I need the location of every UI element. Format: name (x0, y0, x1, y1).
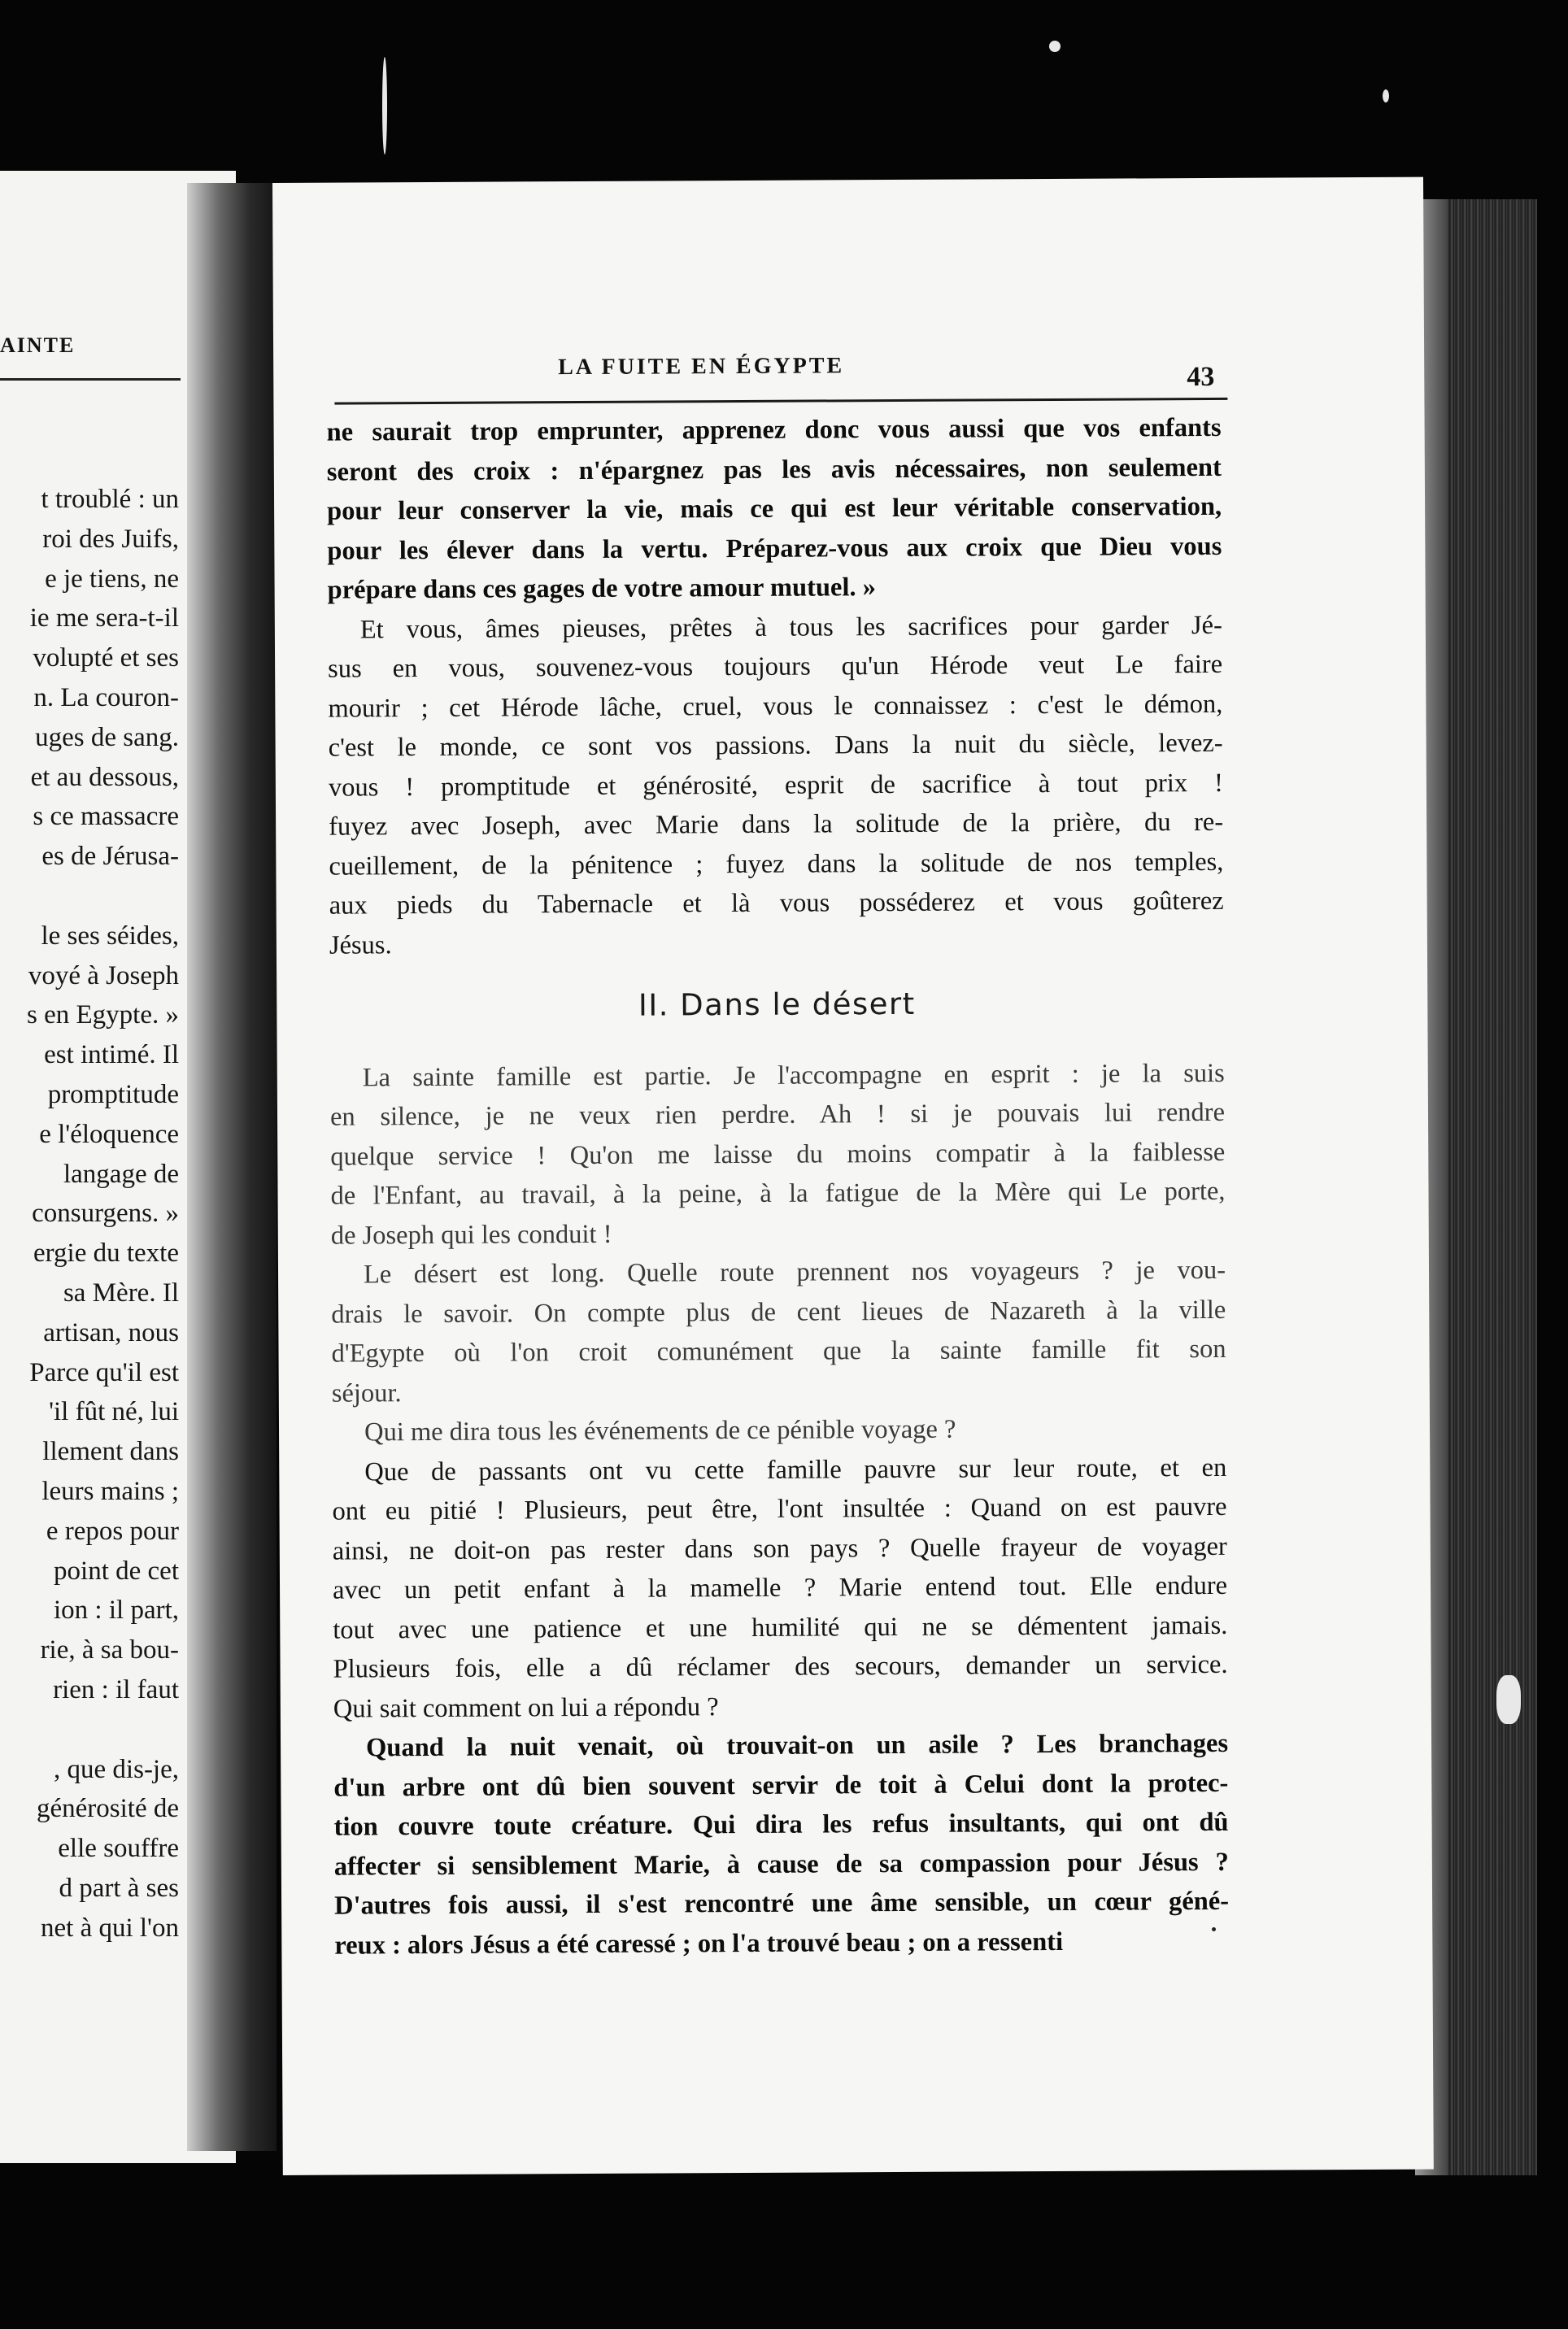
text-line: prépare dans ces gages de votre amour mutuel. » (327, 572, 877, 605)
text-line: aux pieds du Tabernacle et là vous posséderez et vous goûterez (329, 886, 1224, 921)
text-line: mourir ; cet Hérode lâche, cruel, vous le connaissez : c'est le démon, (328, 689, 1223, 724)
left-page-line: es de Jérusa- (41, 842, 179, 872)
text-line: Qui sait comment on lui a répondu ? (333, 1691, 719, 1724)
left-page-line: , que dis-je, (54, 1754, 179, 1784)
paragraph-5 (332, 1408, 1226, 1452)
left-page-header-rule (0, 378, 181, 381)
paragraph-3 (330, 1053, 1226, 1255)
running-title: LA FUITE EN ÉGYPTE (558, 353, 845, 381)
left-page-line: ie me sera-t-il (29, 603, 179, 633)
left-page-line: e je tiens, ne (45, 564, 179, 594)
book-gutter (187, 183, 277, 2151)
paragraph-2 (328, 605, 1224, 964)
left-page-line: rie, à sa bou- (40, 1635, 179, 1665)
text-line: pour leur conserver la vie, mais ce qui est leur véritable conservation, (327, 491, 1222, 526)
text-line: cueillement, de la pénitence ; fuyez dans la solitude de nos temples, (329, 847, 1224, 882)
text-line: D'autres fois aussi, il s'est rencontré une âme sensible, un cœur géné- (333, 1886, 1230, 1921)
text-line: reux : alors Jésus a été caressé ; on l'a trouvé beau ; on a ressenti (334, 1926, 1064, 1961)
scan-dust (1496, 1675, 1521, 1724)
left-page-line: elle souffre (58, 1834, 179, 1864)
left-page-blank-line (0, 1710, 179, 1750)
text-line: tout avec une patience et une humilité qui ne se démentent jamais. (333, 1610, 1228, 1645)
left-page-line: n. La couron- (33, 682, 179, 712)
section-heading: II. Dans le désert (638, 986, 916, 1023)
left-page-line: voyé à Joseph (28, 960, 179, 990)
page-number: 43 (1187, 361, 1215, 393)
paragraph-7 (333, 1724, 1230, 1966)
text-line: quelque service ! Qu'on me laisse du moins compatir à la faiblesse (330, 1137, 1226, 1172)
left-page-line: point de cet (54, 1556, 179, 1586)
left-page-line: ion : il part, (54, 1595, 179, 1626)
text-line: Que de passants ont vu cette famille pauvre sur leur route, et en (364, 1452, 1227, 1487)
text-line: tion couvre toute créature. Qui dira les refus insultants, qui ont dû (333, 1807, 1229, 1842)
text-line: séjour. (331, 1378, 402, 1408)
text-line: La sainte famille est partie. Je l'accompagne en esprit : je la suis (362, 1058, 1225, 1092)
left-page-blank-line (0, 877, 179, 916)
left-page-line: le ses séides, (41, 921, 179, 951)
left-page-line: e l'éloquence (39, 1119, 179, 1149)
left-page-line: rien : il faut (53, 1674, 179, 1704)
left-page-line: s ce massacre (33, 802, 179, 832)
left-page-line: e repos pour (46, 1516, 179, 1546)
left-page-line: d part à ses (59, 1873, 179, 1903)
text-line: Le désert est long. Quelle route prennent nos voyageurs ? je vou- (363, 1255, 1226, 1290)
text-line: pour les élever dans la vertu. Préparez-vous aux croix que Dieu vous (327, 531, 1222, 566)
left-page-line: consurgens. » (32, 1199, 179, 1229)
paragraph-1 (326, 408, 1222, 610)
header-rule (334, 398, 1227, 405)
main-page (272, 177, 1434, 2175)
left-page-line: est intimé. Il (44, 1040, 179, 1070)
left-page-line: générosité de (36, 1794, 179, 1824)
left-page-line: langage de (63, 1159, 179, 1189)
text-line: de Joseph qui les conduit ! (330, 1219, 612, 1251)
text-line: vous ! promptitude et générosité, esprit de sacrifice à tout prix ! (328, 768, 1223, 803)
text-line: avec un petit enfant à la mamelle ? Marie entend tout. Elle endure (332, 1570, 1228, 1605)
text-line: ainsi, ne doit-on pas rester dans son pays ? Quelle frayeur de voyager (332, 1531, 1227, 1566)
left-page-line: ergie du texte (33, 1239, 179, 1269)
text-line: affecter si sensiblement Marie, à cause de sa compassion pour Jésus ? (333, 1847, 1229, 1882)
left-page-line: artisan, nous (43, 1317, 179, 1347)
text-line: Qui me dira tous les événements de ce pénible voyage ? (364, 1414, 956, 1447)
scan-dust (1049, 41, 1061, 52)
text-line: Et vous, âmes pieuses, prêtes à tous les sacrifices pour garder Jé- (359, 610, 1222, 644)
text-line: Jésus. (329, 929, 392, 960)
text-line: d'Egypte où l'on croit comunément que la sainte famille fit son (331, 1334, 1226, 1369)
left-page-line: sa Mère. Il (63, 1278, 179, 1308)
left-page-line: volupté et ses (33, 643, 179, 673)
left-page-line: Parce qu'il est (29, 1357, 179, 1387)
text-line: de l'Enfant, au travail, à la peine, à la fatigue de la Mère qui Le porte, (330, 1176, 1226, 1211)
left-page-line: llement dans (42, 1437, 179, 1467)
left-page-line: promptitude (47, 1079, 179, 1109)
scan-dust (1212, 1927, 1216, 1931)
paragraph-6 (332, 1447, 1228, 1728)
text-line: drais le savoir. On compte plus de cent lieues de Nazareth à la ville (331, 1295, 1226, 1330)
text-line: seront des croix : n'épargnez pas les avis nécessaires, non seulement (326, 452, 1222, 487)
left-page-line: roi des Juifs, (42, 524, 179, 554)
text-line: sus en vous, souvenez-vous toujours qu'un Hérode veut Le faire (328, 649, 1223, 684)
paragraph-4 (331, 1251, 1226, 1413)
left-page-line: t troublé : un (41, 485, 179, 514)
left-page-line: uges de sang. (35, 722, 179, 752)
text-line: d'un arbre ont dû bien souvent servir de toit à Celui dont la protec- (333, 1768, 1229, 1803)
page-body (326, 408, 1229, 1966)
left-page-line: net à qui l'on (41, 1913, 179, 1943)
left-page-text (0, 480, 179, 1948)
left-page-line: s en Egypte. » (27, 1000, 179, 1030)
text-line: fuyez avec Joseph, avec Marie dans la solitude de la prière, du re- (329, 807, 1224, 842)
left-page-line: 'il fût né, lui (49, 1397, 179, 1427)
page-header (334, 341, 1229, 394)
left-page-line: leurs mains ; (41, 1476, 179, 1506)
left-page-line: et au dessous, (30, 762, 179, 792)
scan-dust (1383, 89, 1389, 102)
text-line: en silence, je ne veux rien perdre. Ah ! si je pouvais lui rendre (329, 1097, 1226, 1132)
left-page-header: AINTE (0, 333, 76, 357)
text-line: Quand la nuit venait, où trouvait-on un asile ? Les branchages (365, 1728, 1229, 1763)
text-line: ont eu pitié ! Plusieurs, peut être, l'ont insultée : Quand on est pauvre (332, 1491, 1227, 1526)
text-line: c'est le monde, ce sont vos passions. Dans la nuit du siècle, levez- (328, 728, 1223, 763)
text-line: ne saurait trop emprunter, apprenez donc vous aussi que vos enfants (326, 412, 1222, 447)
scan-scratch (382, 57, 387, 155)
text-line: Plusieurs fois, elle a dû réclamer des secours, demander un service. (333, 1649, 1228, 1684)
